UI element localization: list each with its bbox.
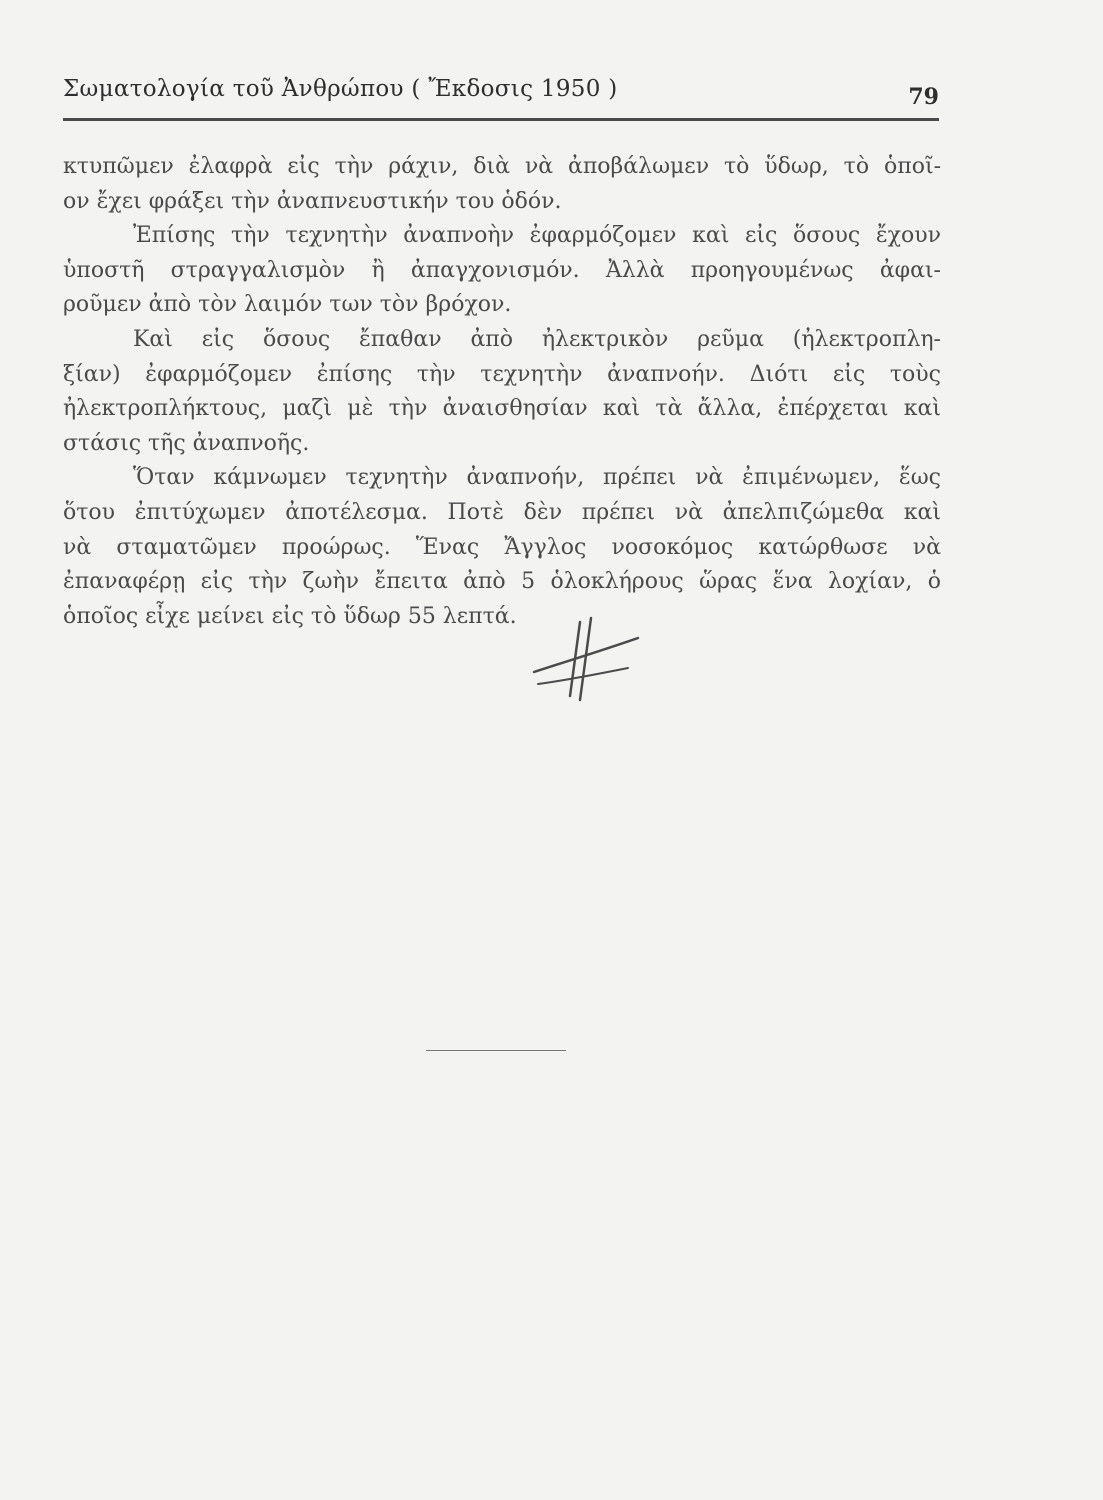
text-line: ὁποῖος εἶχε μείνει εἰς τὸ ὕδωρ 55 λεπτά.: [63, 603, 517, 629]
text-line: κτυπῶμεν ἐλαφρὰ εἰς τὴν ράχιν, διὰ νὰ ἀποβάλωμεν τὸ ὕδωρ, τὸ ὁποῖ-: [63, 154, 941, 179]
text-line: ὅτου ἐπιτύχωμεν ἀποτέλεσμα. Ποτὲ δὲν πρέπει νὰ ἀπελπιζώμεθα καὶ: [63, 499, 941, 525]
running-head: [63, 76, 941, 110]
paragraph-first-line: Ἐπίσης τὴν τεχνητὴν ἀναπνοὴν ἐφαρμόζομεν καὶ εἰς ὅσους ἔχουν: [133, 223, 941, 249]
paragraph-first-line: Καὶ εἰς ὅσους ἔπαθαν ἀπὸ ἠλεκτρικὸν ρεῦμα (ἠλεκτροπλη-: [133, 326, 941, 352]
end-mark-icon: [528, 612, 643, 707]
text-line: ροῦμεν ἀπὸ τὸν λαιμόν των τὸν βρόχον.: [63, 292, 512, 318]
paragraph-first-line: Ὅταν κάμνωμεν τεχνητὴν ἀναπνοήν, πρέπει νὰ ἐπιμένωμεν, ἕως: [133, 465, 941, 491]
text-line: ἠλεκτροπλήκτους, μαζὶ μὲ τὴν ἀναισθησίαν καὶ τὰ ἄλλα, ἐπέρχεται καὶ: [63, 396, 941, 422]
text-line: ξίαν) ἐφαρμόζομεν ἐπίσης τὴν τεχνητὴν ἀναπνοήν. Διότι εἰς τοὺς: [63, 361, 941, 387]
text-line: ἐπαναφέρῃ εἰς τὴν ζωὴν ἔπειτα ἀπὸ 5 ὁλοκλήρους ὥρας ἕνα λοχίαν, ὁ: [63, 569, 941, 595]
end-rule: [426, 1050, 566, 1051]
text-line: νὰ σταματῶμεν προώρως. Ἕνας Ἄγγλος νοσοκόμος κατώρθωσε νὰ: [63, 534, 941, 560]
text-line: στάσις τῆς ἀναπνοῆς.: [63, 430, 310, 456]
body-text: [63, 150, 941, 634]
running-title: Σωματολογία τοῦ Ἀνθρώπου ( Ἔκδοσις 1950 ): [63, 76, 618, 102]
page-number: 79: [908, 84, 939, 110]
header-rule: [63, 118, 939, 121]
text-line: ον ἔχει φράξει τὴν ἀναπνευστικήν του ὁδόν.: [63, 188, 562, 214]
text-line: ὑποστῆ στραγγαλισμὸν ἢ ἀπαγχονισμόν. Ἀλλὰ προηγουμένως ἀφαι-: [63, 257, 941, 283]
